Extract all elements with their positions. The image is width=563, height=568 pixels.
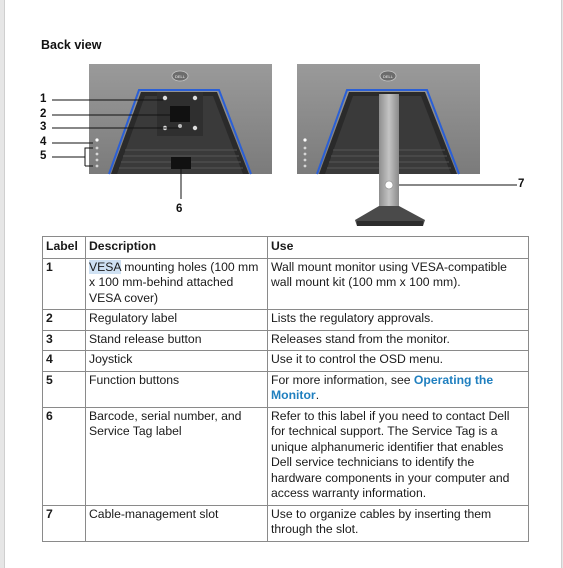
row-description: Function buttons [86, 371, 268, 407]
table-row [43, 371, 529, 407]
row-description: Joystick [86, 351, 268, 372]
back-view-figure [5, 0, 561, 236]
monitor-back-without-stand [89, 64, 272, 174]
callout-5: 5 [40, 150, 47, 162]
row-use: Releases stand from the monitor. [268, 330, 529, 351]
row-use: Wall mount monitor using VESA-compatible wall mount kit (100 mm x 100 mm). [268, 258, 529, 310]
table-row [43, 351, 529, 372]
callout-6: 6 [176, 203, 183, 215]
row-description: Barcode, serial number, and Service Tag label [86, 407, 268, 505]
row-label: 1 [43, 258, 86, 310]
row-label: 6 [43, 407, 86, 505]
dell-logo-text: DELL [382, 74, 394, 79]
header-use: Use [268, 237, 529, 259]
highlighted-text: VESA [89, 259, 121, 274]
regulatory-label [170, 106, 190, 122]
header-description: Description [86, 237, 268, 259]
callout-2: 2 [40, 108, 47, 120]
row-label: 5 [43, 371, 86, 407]
row-label: 7 [43, 505, 86, 541]
row-description-text: mounting holes (100 mm x 100 mm-behind attached VESA cover) [89, 259, 259, 305]
callout-4: 4 [40, 136, 47, 148]
row-use [268, 371, 529, 407]
row-description: Stand release button [86, 330, 268, 351]
monitor-back-with-stand [297, 64, 480, 226]
dell-logo-text: DELL [174, 74, 186, 79]
row-label: 3 [43, 330, 86, 351]
row-label: 2 [43, 310, 86, 331]
row-label: 4 [43, 351, 86, 372]
row-description: Regulatory label [86, 310, 268, 331]
row-use-text-end: . [315, 388, 320, 402]
back-view-table [42, 236, 529, 542]
row-use: Use it to control the OSD menu. [268, 351, 529, 372]
table-row [43, 330, 529, 351]
table-row [43, 258, 529, 310]
callout-7: 7 [518, 178, 525, 190]
row-use-text: For more information, see [271, 372, 414, 387]
callout-1: 1 [40, 93, 47, 105]
table-row [43, 310, 529, 331]
row-use: Use to organize cables by inserting them through the slot. [268, 505, 529, 541]
row-description [86, 258, 268, 310]
table-header-row [43, 237, 529, 259]
callout-3: 3 [40, 121, 47, 133]
service-tag-label [171, 157, 191, 169]
row-use: Refer to this label if you need to contact Dell for technical support. The Service Tag is a unique alphanumeric identifier that enables Dell service technicians to identify the hardware components in your computer and access warranty information. [268, 407, 529, 505]
cable-management-slot [385, 181, 393, 189]
header-label: Label [43, 237, 86, 259]
document-page [4, 0, 562, 568]
stand-release-button [178, 124, 182, 128]
row-description: Cable-management slot [86, 505, 268, 541]
stand-neck [379, 94, 399, 220]
operating-the-monitor-link[interactable]: Operating the Monitor [271, 372, 494, 402]
table-row [43, 505, 529, 541]
row-use: Lists the regulatory approvals. [268, 310, 529, 331]
section-heading: Back view [41, 38, 102, 52]
table-row [43, 407, 529, 505]
